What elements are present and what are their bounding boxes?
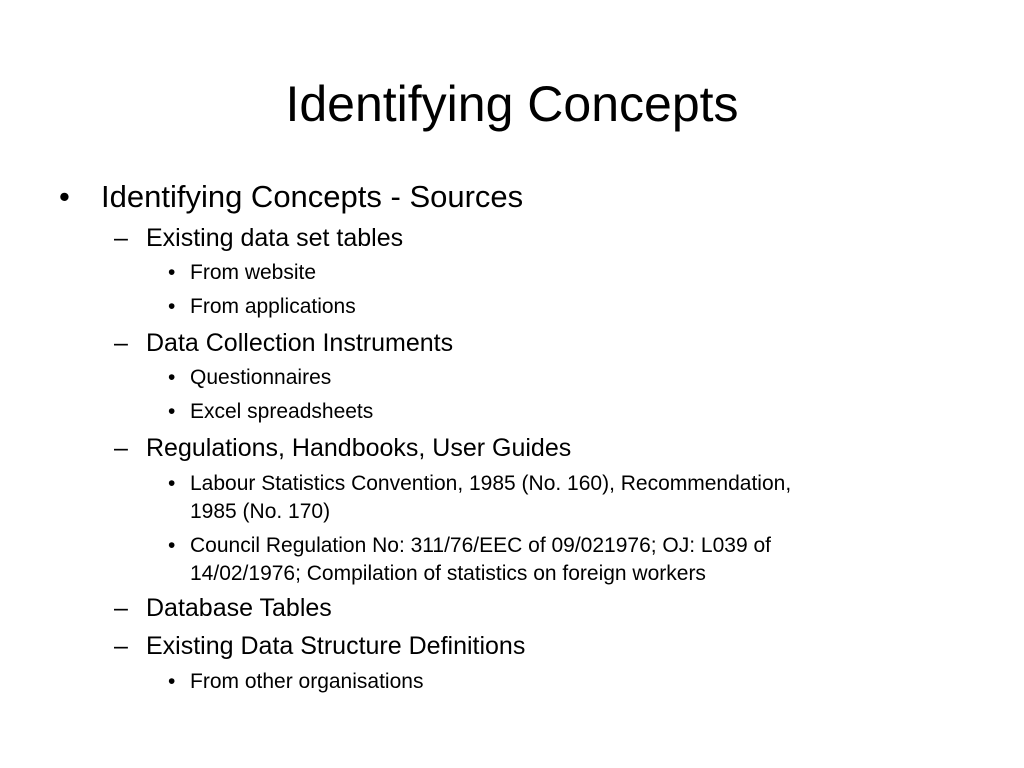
dash-marker: – bbox=[114, 224, 128, 252]
subsubitem-council-regulation-cont bbox=[190, 560, 706, 588]
subsubitem-text: Questionnaires bbox=[190, 366, 332, 389]
subsubitem-text: From applications bbox=[190, 295, 356, 318]
subitem-text: Data Collection Instruments bbox=[146, 329, 454, 357]
bullet-marker: • bbox=[168, 400, 176, 423]
subsubitem-text: Labour Statistics Convention, 1985 (No. 160), Recommendation, bbox=[190, 472, 792, 495]
dash-marker: – bbox=[114, 434, 128, 462]
dash-marker: – bbox=[114, 329, 128, 357]
subitem-text: Existing Data Structure Definitions bbox=[146, 632, 526, 660]
bullet-marker: • bbox=[168, 534, 176, 557]
subsubitem-text: Excel spreadsheets bbox=[190, 400, 374, 423]
bullet-text: Identifying Concepts - Sources bbox=[101, 179, 524, 214]
subsubitem-excel-spreadsheets bbox=[168, 398, 374, 426]
dash-marker: – bbox=[114, 594, 128, 622]
dash-marker: – bbox=[114, 632, 128, 660]
subitem-regulations-handbooks bbox=[114, 433, 572, 464]
subsubitem-from-applications bbox=[168, 293, 356, 321]
bullet-marker: • bbox=[168, 295, 176, 318]
slide-title: Identifying Concepts bbox=[285, 76, 739, 132]
subsubitem-text: From other organisations bbox=[190, 670, 424, 693]
bullet-marker: • bbox=[168, 261, 176, 284]
subitem-existing-data-structure-definitions bbox=[114, 631, 526, 662]
subitem-text: Database Tables bbox=[146, 594, 332, 622]
subsubitem-from-other-organisations bbox=[168, 668, 424, 696]
subitem-existing-data-set-tables bbox=[114, 223, 404, 254]
subitem-text: Regulations, Handbooks, User Guides bbox=[146, 434, 572, 462]
subitem-data-collection-instruments bbox=[114, 328, 454, 359]
bullet-marker: • bbox=[59, 179, 70, 214]
subitem-text: Existing data set tables bbox=[146, 224, 404, 252]
subsubitem-text: 14/02/1976; Compilation of statistics on foreign workers bbox=[190, 562, 706, 585]
subsubitem-labour-statistics-convention bbox=[168, 470, 792, 498]
subsubitem-labour-statistics-convention-cont bbox=[190, 498, 330, 526]
subsubitem-text: Council Regulation No: 311/76/EEC of 09/021976; OJ: L039 of bbox=[190, 534, 771, 557]
bullet-marker: • bbox=[168, 366, 176, 389]
subsubitem-from-website bbox=[168, 259, 317, 287]
subsubitem-council-regulation bbox=[168, 532, 771, 560]
subsubitem-text: From website bbox=[190, 261, 317, 284]
bullet-marker: • bbox=[168, 670, 176, 693]
bullet-item-sources bbox=[59, 178, 524, 216]
subsubitem-text: 1985 (No. 170) bbox=[190, 500, 331, 523]
subsubitem-questionnaires bbox=[168, 364, 332, 392]
bullet-marker: • bbox=[168, 472, 176, 495]
subitem-database-tables bbox=[114, 593, 332, 624]
